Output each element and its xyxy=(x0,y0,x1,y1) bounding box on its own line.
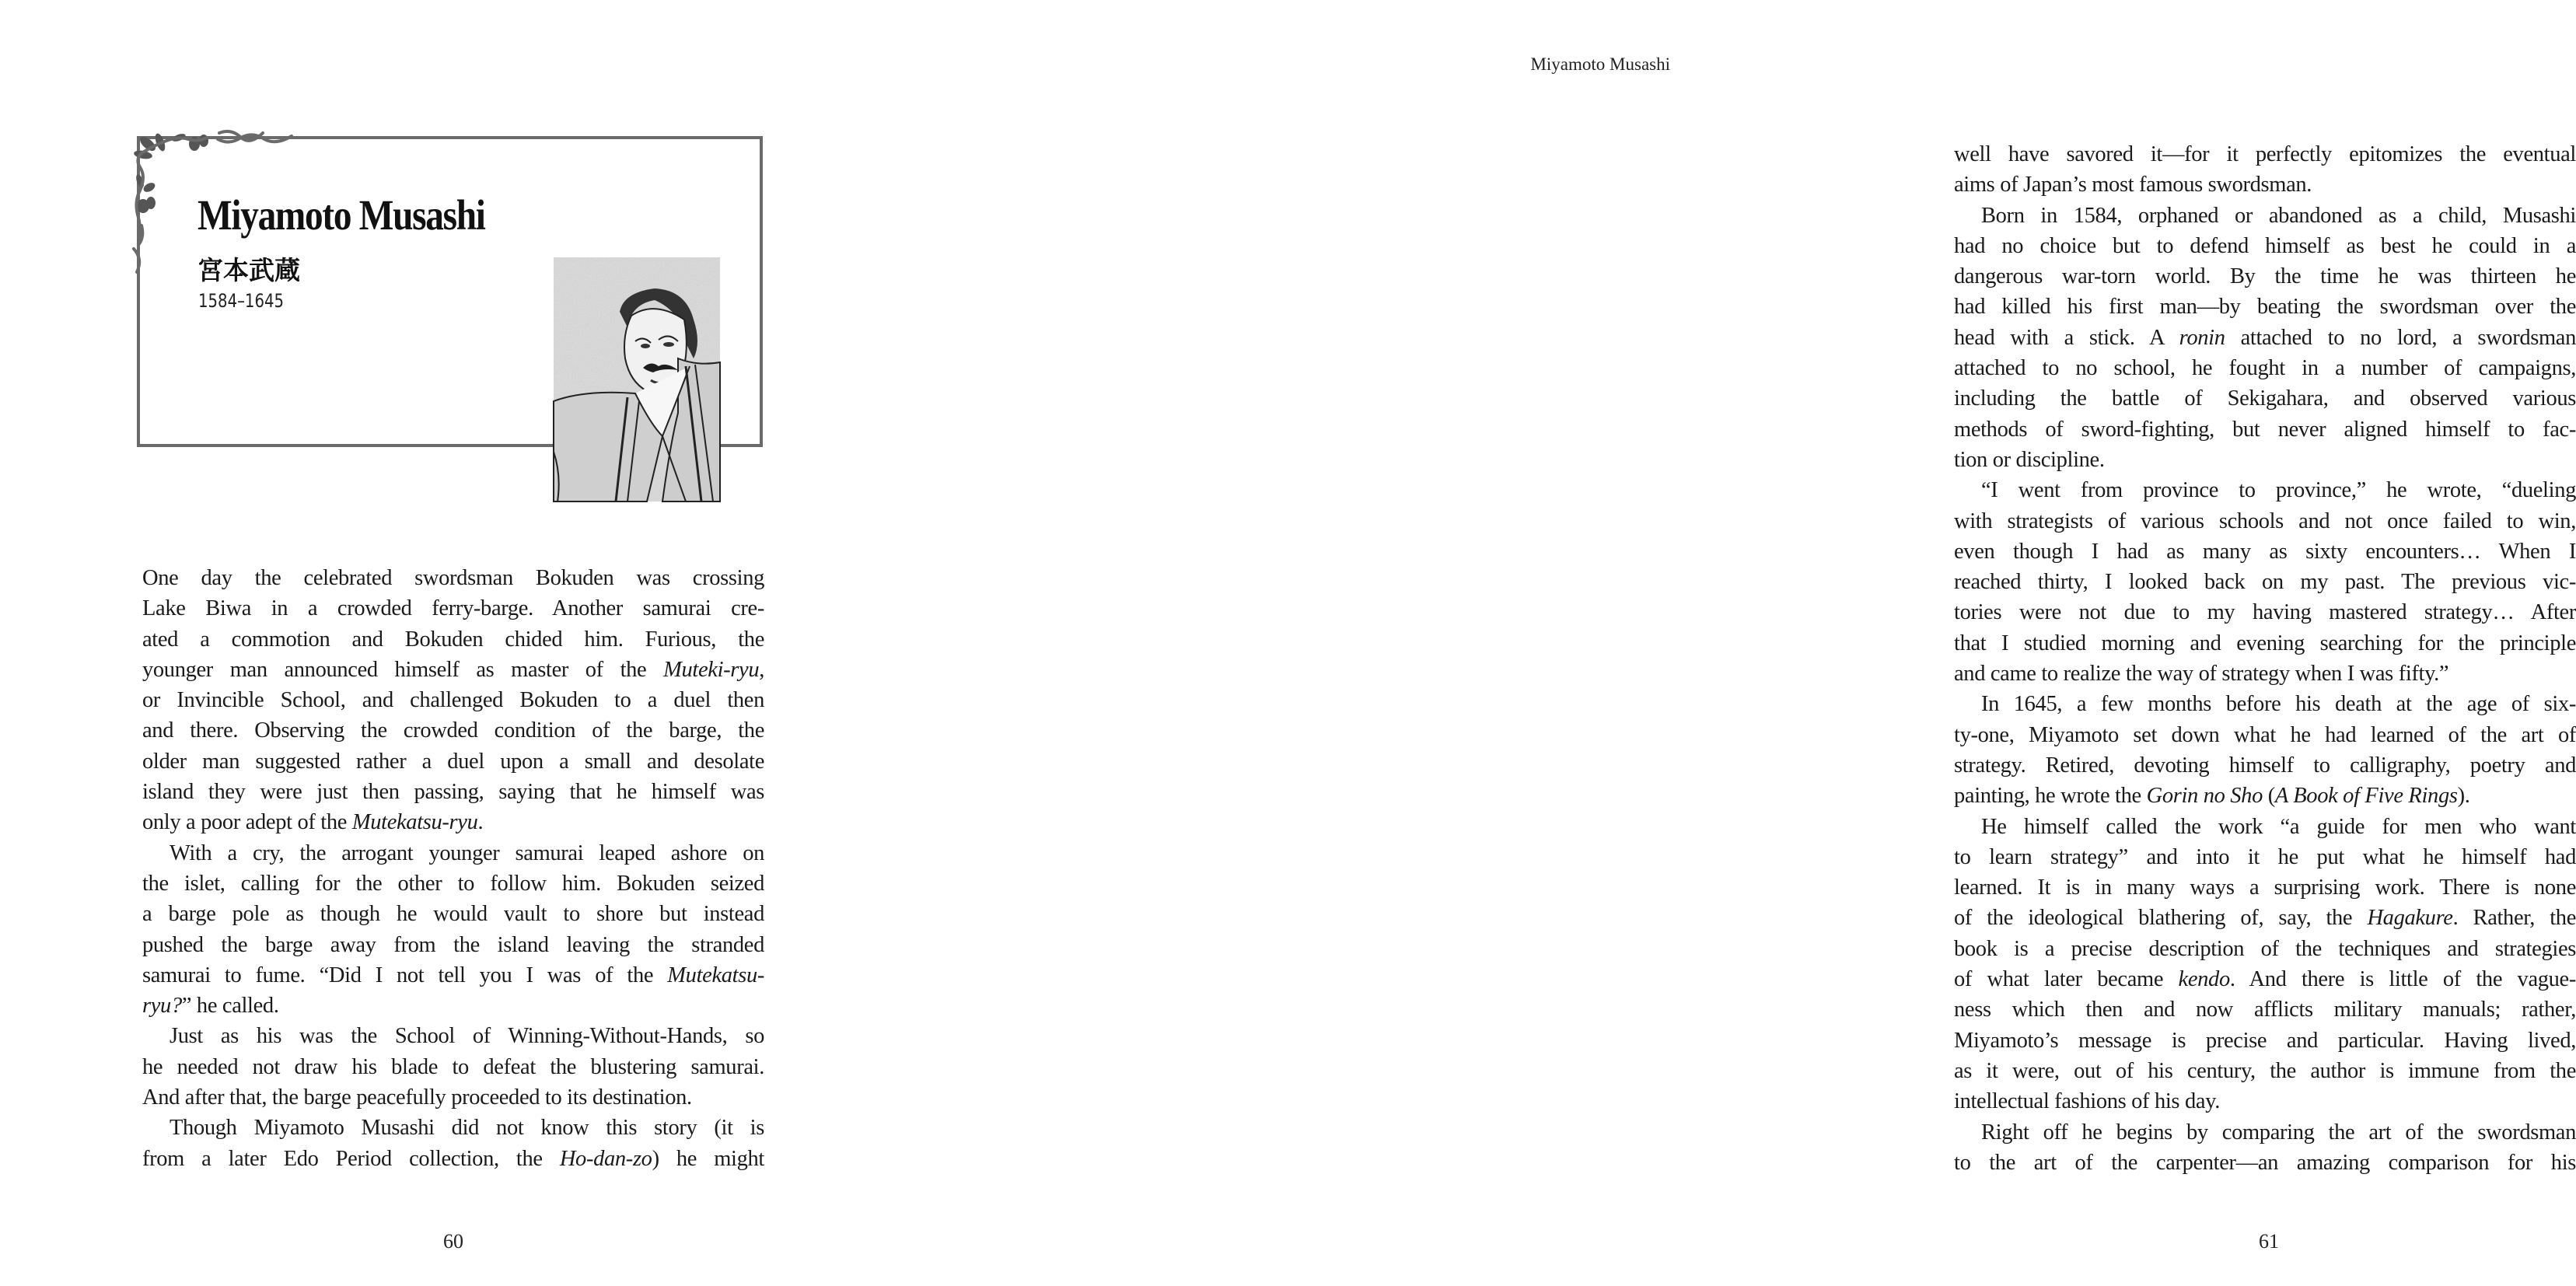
text-run: or Invincible School, and challenged Bokuden to a duel then xyxy=(142,688,764,713)
text-run: “I went from province to province,” he wrote, “dueling xyxy=(1981,478,2576,503)
text-line xyxy=(1954,536,2576,567)
text-line xyxy=(142,685,764,715)
text-line xyxy=(142,715,764,746)
text-line xyxy=(1954,292,2576,322)
text-run: had killed his first man—by beating the swordsman over the xyxy=(1954,295,2576,320)
text-run: and there. Observing the crowded condition of the barge, the xyxy=(142,718,764,743)
text-run: One day the celebrated swordsman Bokuden was crossing xyxy=(142,566,764,590)
text-line xyxy=(142,868,764,899)
text-line xyxy=(1954,353,2576,383)
text-run: a barge pole as though he would vault to shore but instead xyxy=(142,902,764,927)
text-line xyxy=(1954,597,2576,627)
text-line xyxy=(1954,261,2576,292)
text-run: strategy. Retired, devoting himself to calligraphy, poetry and xyxy=(1954,753,2576,778)
text-run: to the art of the carpenter—an amazing comparison for his xyxy=(1954,1150,2576,1175)
bio-title: Miyamoto Musashi xyxy=(197,191,485,239)
text-run: samurai to fume. “Did I not tell you I was of the xyxy=(142,963,668,987)
text-line xyxy=(142,930,764,960)
text-run: pushed the barge away from the island leaving the stranded xyxy=(142,932,764,957)
text-run: methods of sword-fighting, but never aligned himself to fac- xyxy=(1954,417,2576,442)
text-run: aims of Japan’s most famous swordsman. xyxy=(1954,173,2312,197)
text-run: Lake Biwa in a crowded ferry-barge. Another samurai cre- xyxy=(142,596,764,621)
text-line xyxy=(1954,750,2576,781)
text-run: dangerous war-torn world. By the time he was thirteen he xyxy=(1954,264,2576,289)
text-line xyxy=(1954,964,2576,994)
italic-term: Muteki-ryu xyxy=(663,657,760,682)
italic-term: Ho-dan-zo xyxy=(559,1146,652,1171)
text-line xyxy=(1954,994,2576,1025)
text-run: ” he called. xyxy=(181,994,279,1019)
text-run: ated a commotion and Bokuden chided him. Furious, the xyxy=(142,627,764,652)
text-line xyxy=(1954,781,2576,811)
text-line xyxy=(142,655,764,685)
text-line xyxy=(142,991,764,1021)
text-line xyxy=(1954,1117,2576,1148)
text-line xyxy=(1954,383,2576,414)
text-run: ( xyxy=(2263,784,2275,809)
text-run: . And there is little of the vague- xyxy=(2229,967,2576,992)
text-run: older man suggested rather a duel upon a small and desolate xyxy=(142,749,764,774)
text-run: painting, he wrote the xyxy=(1954,784,2147,809)
text-line xyxy=(1954,934,2576,964)
text-line xyxy=(1954,1056,2576,1086)
text-run: reached thirty, I looked back on my past. The previous vic- xyxy=(1954,570,2576,595)
text-line xyxy=(142,1082,764,1113)
text-line xyxy=(142,807,764,837)
text-line xyxy=(142,624,764,655)
left-page xyxy=(0,0,906,1286)
text-run: . xyxy=(477,810,484,835)
text-run: island they were just then passing, saying that he himself was xyxy=(142,780,764,805)
text-run: ty-one, Miyamoto set down what he had learned of the art of xyxy=(1954,722,2576,747)
right-body-text xyxy=(1954,139,2576,1178)
bio-dates: 1584–1645 xyxy=(198,290,285,312)
text-run: book is a precise description of the techniques and strategies xyxy=(1954,936,2576,961)
text-line xyxy=(1954,628,2576,659)
text-run: Though Miyamoto Musashi did not know this story (it is xyxy=(170,1116,764,1141)
left-body-text xyxy=(142,563,764,1174)
text-run: intellectual fashions of his day. xyxy=(1954,1089,2220,1114)
italic-term: Gorin no Sho xyxy=(2146,784,2263,809)
text-line xyxy=(142,1144,764,1174)
text-run: ) he might xyxy=(652,1146,764,1171)
text-run: and came to realize the way of strategy when I was fifty.” xyxy=(1954,662,2449,687)
text-line xyxy=(1954,475,2576,505)
text-run: Born in 1584, orphaned or abandoned as a child, Musashi xyxy=(1981,203,2576,228)
text-run: And after that, the barge peacefully proceeded to its destination. xyxy=(142,1085,692,1110)
text-run: ness which then and now afflicts military manuals; rather, xyxy=(1954,998,2576,1022)
right-page xyxy=(907,0,2576,1286)
text-line xyxy=(1954,720,2576,750)
text-run: as it were, out of his century, the author is immune from the xyxy=(1954,1058,2576,1083)
text-line xyxy=(1954,1026,2576,1056)
text-line xyxy=(142,593,764,624)
text-run: . Rather, the xyxy=(2452,906,2576,931)
text-run: he needed not draw his blade to defeat the blustering samurai. xyxy=(142,1054,764,1079)
text-line xyxy=(1954,231,2576,261)
text-run: including the battle of Sekigahara, and observed various xyxy=(1954,386,2576,411)
text-run: Right off he begins by comparing the art of the swordsman xyxy=(1981,1120,2576,1144)
text-run: of the ideological blathering of, say, the xyxy=(1954,906,2368,931)
text-line xyxy=(1954,323,2576,353)
text-line xyxy=(142,960,764,991)
italic-term: kendo xyxy=(2178,967,2230,992)
text-run: with strategists of various schools and not once failed to win, xyxy=(1954,508,2576,533)
italic-term: ronin xyxy=(2179,325,2225,350)
text-run: attached to no school, he fought in a number of campaigns, xyxy=(1954,356,2576,381)
text-line xyxy=(142,1021,764,1051)
text-run: Just as his was the School of Winning-Without-Hands, so xyxy=(170,1024,764,1049)
text-run: to learn strategy” and into it he put what he himself had xyxy=(1954,844,2576,869)
text-line xyxy=(1954,689,2576,719)
text-line xyxy=(142,746,764,777)
text-line xyxy=(1954,139,2576,169)
text-line xyxy=(1954,445,2576,475)
text-line xyxy=(1954,414,2576,445)
text-line xyxy=(1954,1086,2576,1117)
text-run: even though I had as many as sixty encounters… When I xyxy=(1954,539,2576,564)
text-run: had no choice but to defend himself as best he could in a xyxy=(1954,233,2576,258)
ink-portrait-image-icon xyxy=(554,257,720,501)
text-run: only a poor adept of the xyxy=(142,810,352,835)
text-run: learned. It is in many ways a surprising work. There is none xyxy=(1954,875,2576,900)
italic-term: ryu? xyxy=(142,994,182,1019)
page-number: 60 xyxy=(443,1230,463,1253)
text-line xyxy=(142,777,764,807)
text-run: well have savored it—for it perfectly epitomizes the eventual xyxy=(1954,142,2576,166)
text-line xyxy=(142,1052,764,1082)
italic-term: A Book of Five Rings xyxy=(2274,784,2458,809)
text-line xyxy=(1954,1148,2576,1178)
text-line xyxy=(1954,903,2576,933)
text-run: from a later Edo Period collection, the xyxy=(142,1146,560,1171)
text-line xyxy=(1954,169,2576,200)
text-run: Miyamoto’s message is precise and particular. Having lived, xyxy=(1954,1028,2576,1053)
text-run: that I studied morning and evening searching for the principle xyxy=(1954,631,2576,655)
text-line xyxy=(1954,659,2576,689)
text-line xyxy=(1954,842,2576,872)
text-line xyxy=(1954,506,2576,536)
text-line xyxy=(142,563,764,593)
text-run: tion or discipline. xyxy=(1954,447,2105,472)
text-run: the islet, calling for the other to follow him. Bokuden seized xyxy=(142,871,764,896)
text-line xyxy=(1954,201,2576,231)
text-line xyxy=(1954,812,2576,842)
text-run: head with a stick. A xyxy=(1954,325,2179,350)
text-run: In 1645, a few months before his death at the age of six- xyxy=(1981,692,2576,717)
text-run: He himself called the work “a guide for men who want xyxy=(1981,814,2576,839)
text-run: With a cry, the arrogant younger samurai leaped ashore on xyxy=(170,840,764,865)
text-run: , xyxy=(759,657,764,682)
text-run: ). xyxy=(2457,784,2470,809)
text-line xyxy=(1954,567,2576,597)
italic-term: Mutekatsu- xyxy=(667,963,764,987)
bio-title-kanji: 宮本武蔵 xyxy=(197,255,300,285)
text-run: tories were not due to my having mastered strategy… After xyxy=(1954,600,2576,625)
page-number: 61 xyxy=(2259,1230,2279,1253)
italic-term: Mutekatsu-ryu xyxy=(351,810,478,835)
text-line xyxy=(142,838,764,868)
running-header: Miyamoto Musashi xyxy=(1530,54,1670,74)
text-line xyxy=(142,1113,764,1143)
text-run: younger man announced himself as master of the xyxy=(142,657,664,682)
text-run: of what later became xyxy=(1954,967,2179,992)
text-run: attached to no lord, a swordsman xyxy=(2225,325,2576,350)
italic-term: Hagakure xyxy=(2367,906,2453,931)
text-line xyxy=(1954,872,2576,903)
text-line xyxy=(142,899,764,929)
